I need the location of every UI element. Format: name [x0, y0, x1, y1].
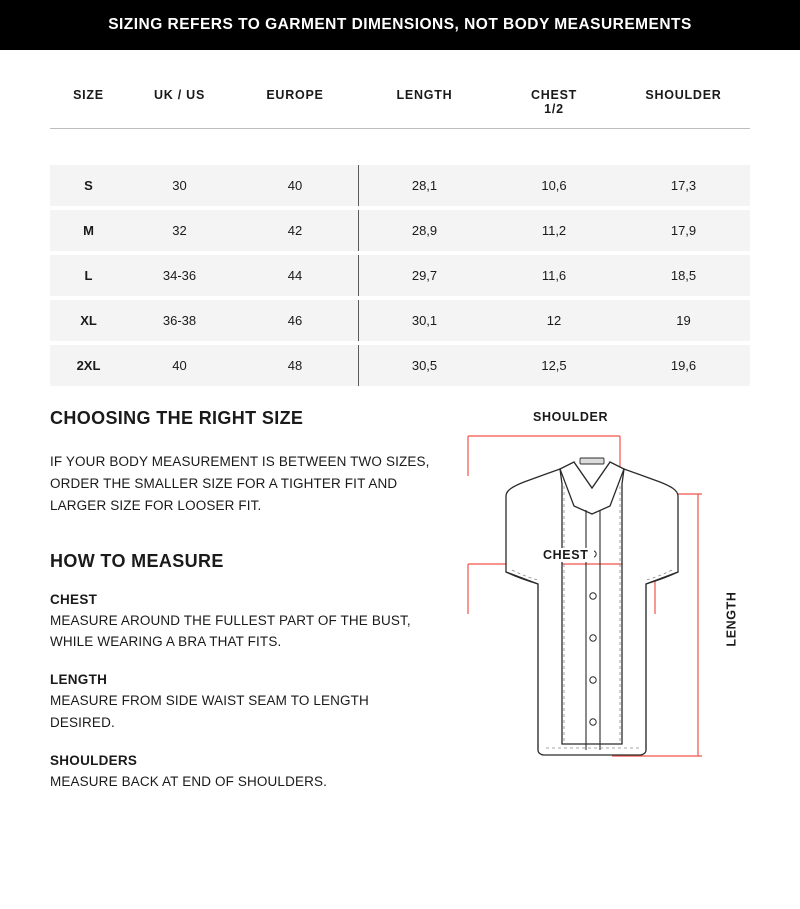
cell-europe: 48 — [232, 343, 358, 386]
choosing-right-size-body: IF YOUR BODY MEASUREMENT IS BETWEEN TWO SIZES, ORDER THE SMALLER SIZE FOR A TIGHTER FIT AND LARGER SIZE FOR LOOSER FIT. — [50, 454, 430, 513]
column-header-chest-main: CHEST — [530, 88, 578, 102]
cell-chest: 12 — [491, 298, 617, 343]
cell-shoulder: 19 — [617, 298, 750, 343]
how-to-measure-title: HOW TO MEASURE — [50, 550, 224, 571]
cell-shoulder: 17,3 — [617, 165, 750, 208]
cell-europe: 40 — [232, 165, 358, 208]
table-spacer-row — [50, 129, 750, 166]
column-header-chest — [491, 88, 617, 129]
cell-size: S — [50, 165, 127, 208]
cell-length: 30,1 — [358, 298, 491, 343]
table-row — [50, 165, 750, 208]
cell-shoulder: 19,6 — [617, 343, 750, 386]
instructions-column — [50, 408, 450, 793]
cell-uk-us: 34-36 — [127, 253, 232, 298]
shirt-buttons — [590, 551, 596, 725]
measure-text-shoulders: MEASURE BACK AT END OF SHOULDERS. — [50, 774, 328, 790]
column-header-length: LENGTH — [396, 88, 453, 102]
lower-content — [0, 408, 800, 793]
measure-text-chest: MEASURE AROUND THE FULLEST PART OF THE BUST, WHILE WEARING A BRA THAT FITS. — [50, 612, 411, 650]
table-row — [50, 208, 750, 253]
cell-chest: 11,6 — [491, 253, 617, 298]
sizing-banner-text: SIZING REFERS TO GARMENT DIMENSIONS, NOT BODY MEASUREMENTS — [108, 16, 692, 33]
shirt-neck-label — [580, 458, 604, 464]
cell-size: L — [50, 253, 127, 298]
shirt-collar — [560, 462, 624, 514]
diagram-label-shoulder: SHOULDER — [528, 410, 613, 424]
spacer-cell — [50, 129, 750, 166]
measure-label-chest: CHEST — [50, 591, 98, 607]
cell-uk-us: 30 — [127, 165, 232, 208]
size-table-body — [50, 129, 750, 387]
shirt-placket — [586, 510, 600, 750]
column-header-size: SIZE — [73, 88, 104, 102]
cell-size: 2XL — [50, 343, 127, 386]
garment-measurement-diagram — [450, 410, 750, 784]
cell-chest: 12,5 — [491, 343, 617, 386]
cell-europe: 46 — [232, 298, 358, 343]
table-header-row — [50, 88, 750, 129]
size-table-head — [50, 88, 750, 129]
cell-size: XL — [50, 298, 127, 343]
cell-length: 28,1 — [358, 165, 491, 208]
cell-size: M — [50, 208, 127, 253]
shirt-diagram-svg — [450, 414, 750, 784]
cell-shoulder: 17,9 — [617, 208, 750, 253]
cell-shoulder: 18,5 — [617, 253, 750, 298]
measure-text-length: MEASURE FROM SIDE WAIST SEAM TO LENGTH DESIRED. — [50, 693, 369, 731]
table-row — [50, 343, 750, 386]
cell-length: 28,9 — [358, 208, 491, 253]
column-header-chest-sub: 1/2 — [544, 102, 564, 116]
cell-uk-us: 40 — [127, 343, 232, 386]
measure-label-length: LENGTH — [50, 672, 108, 688]
measure-label-shoulders: SHOULDERS — [50, 753, 138, 769]
cell-length: 30,5 — [358, 343, 491, 386]
table-row — [50, 253, 750, 298]
diagram-label-length: LENGTH — [724, 586, 738, 651]
diagram-label-chest: CHEST — [538, 548, 594, 562]
cell-europe: 42 — [232, 208, 358, 253]
cell-uk-us: 32 — [127, 208, 232, 253]
table-row — [50, 298, 750, 343]
measure-block-shoulders — [50, 753, 430, 793]
sizing-banner — [0, 0, 800, 50]
cell-chest: 10,6 — [491, 165, 617, 208]
column-header-uk-us: UK / US — [153, 88, 206, 102]
measure-block-chest — [50, 592, 430, 654]
size-chart-table — [50, 88, 750, 386]
size-table-section — [0, 50, 800, 386]
cell-length: 29,7 — [358, 253, 491, 298]
cell-chest: 11,2 — [491, 208, 617, 253]
diagram-column — [450, 408, 750, 793]
column-header-shoulder: SHOULDER — [645, 88, 722, 102]
measure-block-length — [50, 672, 430, 734]
column-header-europe: EUROPE — [266, 88, 324, 102]
cell-uk-us: 36-38 — [127, 298, 232, 343]
choosing-right-size-title: CHOOSING THE RIGHT SIZE — [50, 408, 304, 428]
cell-europe: 44 — [232, 253, 358, 298]
